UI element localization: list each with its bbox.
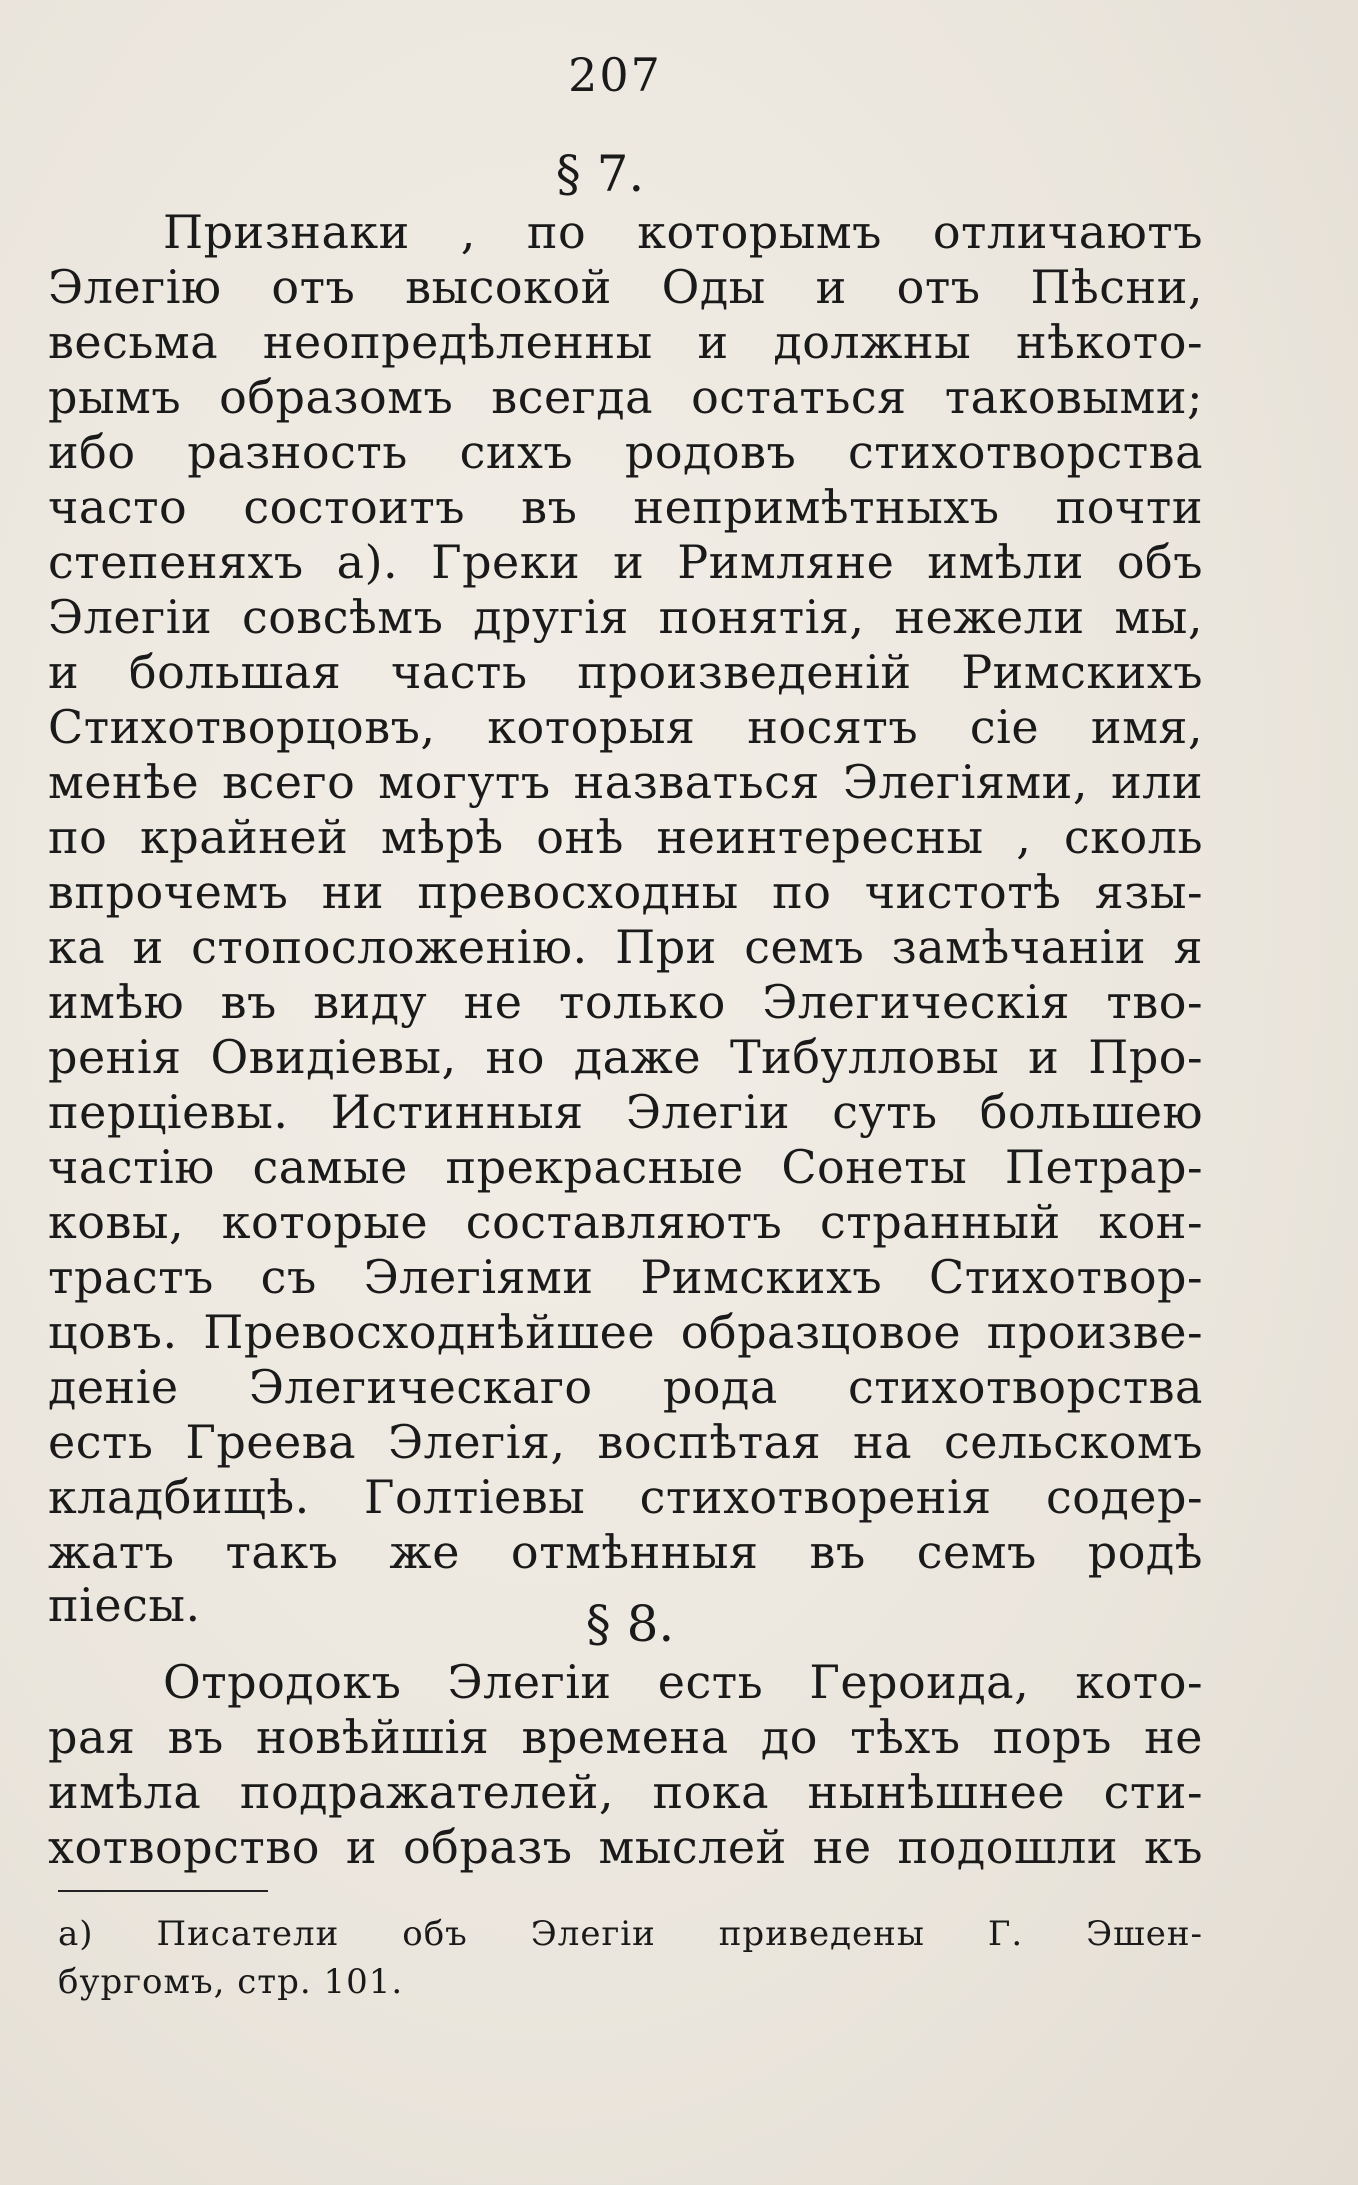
text-line: жатъ такъ же отмѣнныя въ семъ родѣ <box>48 1525 1203 1579</box>
footnote-line: бургомъ, стр. 101. <box>58 1962 404 2002</box>
text-line: цовъ. Превосходнѣйшее образцовое произве- <box>48 1305 1203 1359</box>
text-line: степеняхъ а). Греки и Римляне имѣли объ <box>48 535 1203 589</box>
text-line: весьма неопредѣленны и должны нѣкото- <box>48 315 1203 369</box>
text-line: піесы. <box>48 1578 201 1632</box>
text-line: ковы, которые составляютъ странный кон- <box>48 1195 1203 1249</box>
text-line: Элегію отъ высокой Оды и отъ Пѣсни, <box>48 260 1203 314</box>
text-line: часто состоитъ въ непримѣтныхъ почти <box>48 480 1203 534</box>
text-line: Признаки , по которымъ отличаютъ <box>163 205 1203 259</box>
text-line: рая въ новѣйшія времена до тѣхъ поръ не <box>48 1710 1203 1764</box>
text-line: трастъ съ Элегіями Римскихъ Стихотвор- <box>48 1250 1203 1304</box>
text-line: ка и стопосложенію. При семъ замѣчаніи я <box>48 920 1203 974</box>
text-line: имѣю въ виду не только Элегическія тво- <box>48 975 1203 1029</box>
text-line: Элегіи совсѣмъ другія понятія, нежели мы, <box>48 590 1203 644</box>
footnote-divider <box>58 1890 268 1892</box>
section-8-heading: § 8. <box>585 1595 675 1653</box>
text-line: кладбищѣ. Голтіевы стихотворенія содер- <box>48 1470 1203 1524</box>
text-line: ренія Овидіевы, но даже Тибулловы и Про- <box>48 1030 1203 1084</box>
text-line: имѣла подражателей, пока нынѣшнее сти- <box>48 1765 1203 1819</box>
text-line: Стихотворцовъ, которыя носятъ сіе имя, <box>48 700 1203 754</box>
text-line: рымъ образомъ всегда остаться таковыми; <box>48 370 1203 424</box>
text-line: перціевы. Истинныя Элегіи суть большею <box>48 1085 1203 1139</box>
text-line: есть Греева Элегія, воспѣтая на сельскомъ <box>48 1415 1203 1469</box>
page-number: 207 <box>568 48 662 102</box>
footnote-line: а) Писатели объ Элегіи приведены Г. Эшен- <box>58 1914 1203 1954</box>
text-line: ибо разность сихъ родовъ стихотворства <box>48 425 1203 479</box>
section-7-heading: § 7. <box>555 145 645 203</box>
text-line: впрочемъ ни превосходны по чистотѣ язы- <box>48 865 1203 919</box>
text-line: частію самые прекрасные Сонеты Петрар- <box>48 1140 1203 1194</box>
text-line: деніе Элегическаго рода стихотворства <box>48 1360 1203 1414</box>
text-line: Отродокъ Элегіи есть Героида, кото- <box>163 1655 1203 1709</box>
text-line: и большая часть произведеній Римскихъ <box>48 645 1203 699</box>
text-line: по крайней мѣрѣ онѣ неинтересны , сколь <box>48 810 1203 864</box>
text-line: хотворство и образъ мыслей не подошли къ <box>48 1820 1203 1874</box>
text-line: менѣе всего могутъ назваться Элегіями, или <box>48 755 1203 809</box>
